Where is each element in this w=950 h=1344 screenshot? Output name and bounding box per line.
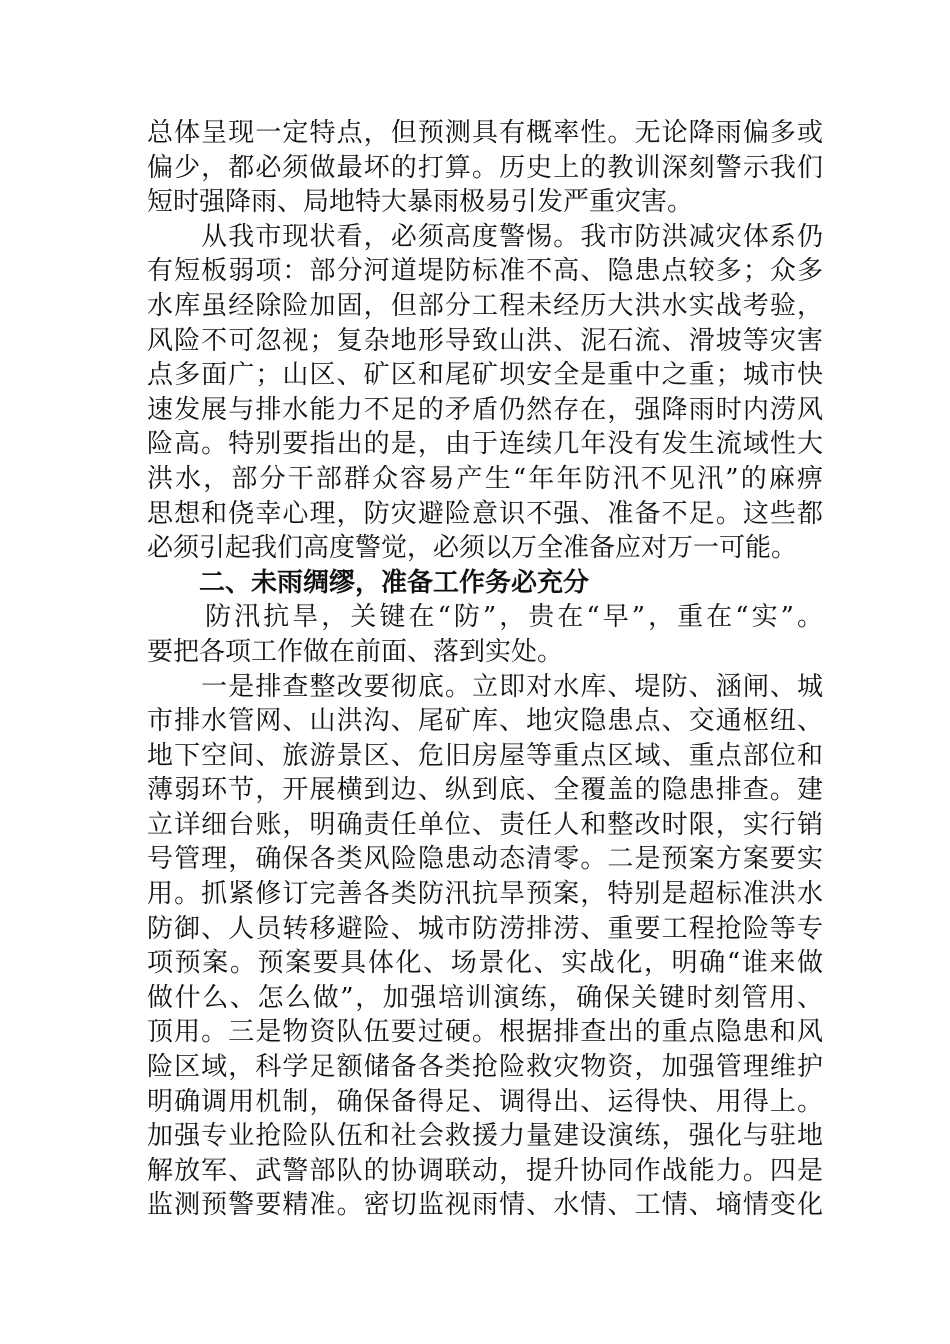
text-line: 水库虽经除险加固，但部分工程未经历大洪水实战考验，	[147, 290, 823, 321]
text-line: 防汛抗旱，关键在“防”，贵在“早”，重在“实”。	[147, 602, 823, 633]
text-line: 从我市现状看，必须高度警惕。我市防洪减灾体系仍	[147, 221, 823, 252]
text-line: 洪水，部分干部群众容易产生“年年防汛不见汛”的麻痹	[147, 463, 823, 494]
text-line: 监测预警要精准。密切监视雨情、水情、工情、墒情变化	[147, 1190, 823, 1221]
text-line: 市排水管网、山洪沟、尾矿库、地灾隐患点、交通枢纽、	[147, 706, 823, 737]
text-line: 加强专业抢险队伍和社会救援力量建设演练，强化与驻地	[147, 1121, 823, 1152]
text-line: 地下空间、旅游景区、危旧房屋等重点区域、重点部位和	[147, 740, 823, 771]
text-line: 总体呈现一定特点，但预测具有概率性。无论降雨偏多或	[147, 118, 823, 148]
text-line: 思想和侥幸心理，防灾避险意识不强、准备不足。这些都	[147, 498, 823, 529]
text-line: 有短板弱项：部分河道堤防标准不高、隐患点较多；众多	[147, 256, 823, 287]
text-line: 险高。特别要指出的是，由于连续几年没有发生流域性大	[147, 429, 823, 460]
document-body	[147, 116, 823, 1223]
text-line: 风险不可忽视；复杂地形导致山洪、泥石流、滑坡等灾害	[147, 325, 823, 356]
text-line: 顶用。三是物资队伍要过硬。根据排查出的重点隐患和风	[147, 1017, 823, 1048]
text-line: 项预案。预案要具体化、场景化、实战化，明确“谁来做	[147, 948, 823, 979]
text-line: 一是排查整改要彻底。立即对水库、堤防、涵闸、城	[147, 671, 823, 702]
text-line: 薄弱环节，开展横到边、纵到底、全覆盖的隐患排查。建	[147, 775, 823, 806]
section-heading: 二、未雨绸缪，准备工作务必充分	[199, 567, 590, 598]
text-line: 必须引起我们高度警觉，必须以万全准备应对万一可能。	[147, 533, 798, 564]
text-line: 点多面广；山区、矿区和尾矿坝安全是重中之重；城市快	[147, 360, 823, 391]
text-line: 防御、人员转移避险、城市防涝排涝、重要工程抢险等专	[147, 913, 823, 944]
text-line: 明确调用机制，确保备得足、调得出、运得快、用得上。	[147, 1086, 823, 1117]
text-line: 用。抓紧修订完善各类防汛抗旱预案，特别是超标准洪水	[147, 879, 823, 910]
text-line: 做什么、怎么做”，加强培训演练，确保关键时刻管用、	[147, 982, 823, 1013]
text-line: 解放军、武警部队的协调联动，提升协同作战能力。四是	[147, 1155, 823, 1186]
text-line: 速发展与排水能力不足的矛盾仍然存在，强降雨时内涝风	[147, 394, 823, 425]
text-line: 号管理，确保各类风险隐患动态清零。二是预案方案要实	[147, 844, 823, 875]
text-line: 短时强降雨、局地特大暴雨极易引发严重灾害。	[147, 187, 694, 218]
text-line: 险区域，科学足额储备各类抢险救灾物资，加强管理维护	[147, 1052, 823, 1083]
text-line: 立详细台账，明确责任单位、责任人和整改时限，实行销	[147, 809, 823, 840]
text-line: 要把各项工作做在前面、落到实处。	[147, 636, 564, 667]
text-line: 偏少，都必须做最坏的打算。历史上的教训深刻警示我们	[147, 152, 823, 183]
